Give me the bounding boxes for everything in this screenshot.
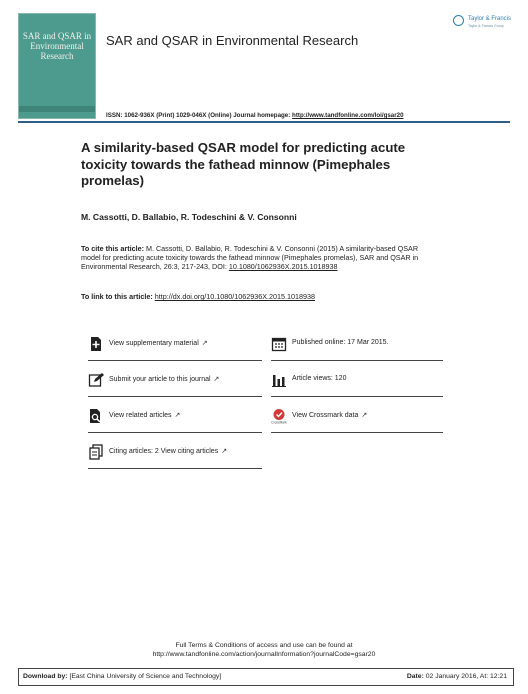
supplementary-material-link[interactable]: [88, 334, 262, 364]
cite-label: To cite this article:: [81, 244, 144, 253]
crossmark-icon: [271, 408, 287, 424]
external-link-icon: ↗: [221, 448, 228, 455]
article-doi-link[interactable]: http://dx.doi.org/10.1080/1062936X.2015.1018938: [154, 292, 316, 301]
divider: [271, 432, 443, 433]
calendar-icon: [271, 336, 287, 352]
publisher-tagline: Taylor & Francis Group: [468, 24, 504, 28]
crossmark-label: View Crossmark data: [292, 412, 359, 419]
published-label: Published online: 17 Mar 2015.: [292, 339, 389, 346]
terms-notice: [0, 641, 528, 659]
date-label: Date:: [406, 673, 424, 680]
citing-articles-link[interactable]: [88, 442, 262, 472]
journal-homepage-link[interactable]: http://www.tandfonline.com/loi/gsar20: [292, 112, 404, 119]
related-label: View related articles: [109, 412, 172, 419]
cite-text: M. Cassotti, D. Ballabio, R. Todeschini & V. Consonni (2015) A similarity-based QSAR model for predicting acute toxicity towards the fathead minnow (Pimephales promelas), SAR and QSAR in Environmental Research, 26:3, 217-243, DOI:: [81, 244, 419, 272]
terms-line: Full Terms & Conditions of access and use can be found at: [175, 642, 353, 649]
publisher-name: Taylor & Francis: [468, 16, 512, 22]
citing-label: Citing articles: 2 View citing articles: [109, 448, 219, 455]
divider: [88, 396, 262, 397]
download-date: [407, 673, 507, 680]
external-link-icon: ↗: [174, 412, 181, 419]
divider: [88, 360, 262, 361]
publisher-logo-icon: [453, 15, 464, 26]
plus-document-icon: [88, 336, 104, 352]
published-online-info: [271, 334, 443, 364]
download-label: Download by:: [23, 673, 68, 680]
article-link-line: [81, 292, 315, 301]
external-link-icon: ↗: [201, 340, 208, 347]
divider: [271, 396, 443, 397]
cover-title: SAR and QSAR in Environmental Research: [22, 31, 92, 61]
issn-label: ISSN: 1062-936X (Print) 1029-046X (Online) Journal homepage:: [106, 112, 291, 119]
publisher-logo: [453, 14, 517, 34]
supplementary-label: View supplementary material: [109, 340, 199, 347]
download-institution: [East China University of Science and Technology]: [69, 673, 222, 680]
divider: [271, 360, 443, 361]
search-document-icon: [88, 408, 104, 424]
citing-documents-icon: [88, 444, 104, 460]
cite-doi-link[interactable]: 10.1080/1062936X.2015.1018938: [228, 262, 338, 272]
external-link-icon: ↗: [213, 376, 220, 383]
journal-cover-thumbnail: [18, 13, 96, 119]
bar-chart-icon: [271, 372, 287, 388]
article-title: A similarity-based QSAR model for predicting acute toxicity towards the fathead minnow (Pimephales promelas): [81, 140, 406, 188]
submit-article-link[interactable]: [88, 370, 262, 400]
divider: [88, 468, 262, 469]
crossmark-link[interactable]: [271, 406, 443, 436]
crossmark-caption: CrossMark: [271, 420, 287, 424]
journal-title: SAR and QSAR in Environmental Research: [106, 33, 359, 48]
terms-url[interactable]: http://www.tandfonline.com/action/journalInformation?journalCode=gsar20: [152, 651, 376, 658]
submit-label: Submit your article to this journal: [109, 376, 211, 383]
issn-line: [106, 112, 404, 119]
date-value: 02 January 2016, At: 12:21: [425, 673, 507, 680]
external-link-icon: ↗: [361, 412, 368, 419]
header-rule: [18, 121, 510, 123]
views-label: Article views: 120: [292, 375, 347, 382]
download-by: [23, 673, 221, 680]
download-info-bar: [18, 668, 514, 686]
cover-band: [19, 106, 95, 112]
link-label: To link to this article:: [81, 292, 153, 301]
citation-block: [81, 244, 431, 272]
related-articles-link[interactable]: [88, 406, 262, 436]
pencil-edit-icon: [88, 372, 104, 388]
article-authors: M. Cassotti, D. Ballabio, R. Todeschini & V. Consonni: [81, 212, 297, 222]
article-views-info: [271, 370, 443, 400]
divider: [88, 432, 262, 433]
